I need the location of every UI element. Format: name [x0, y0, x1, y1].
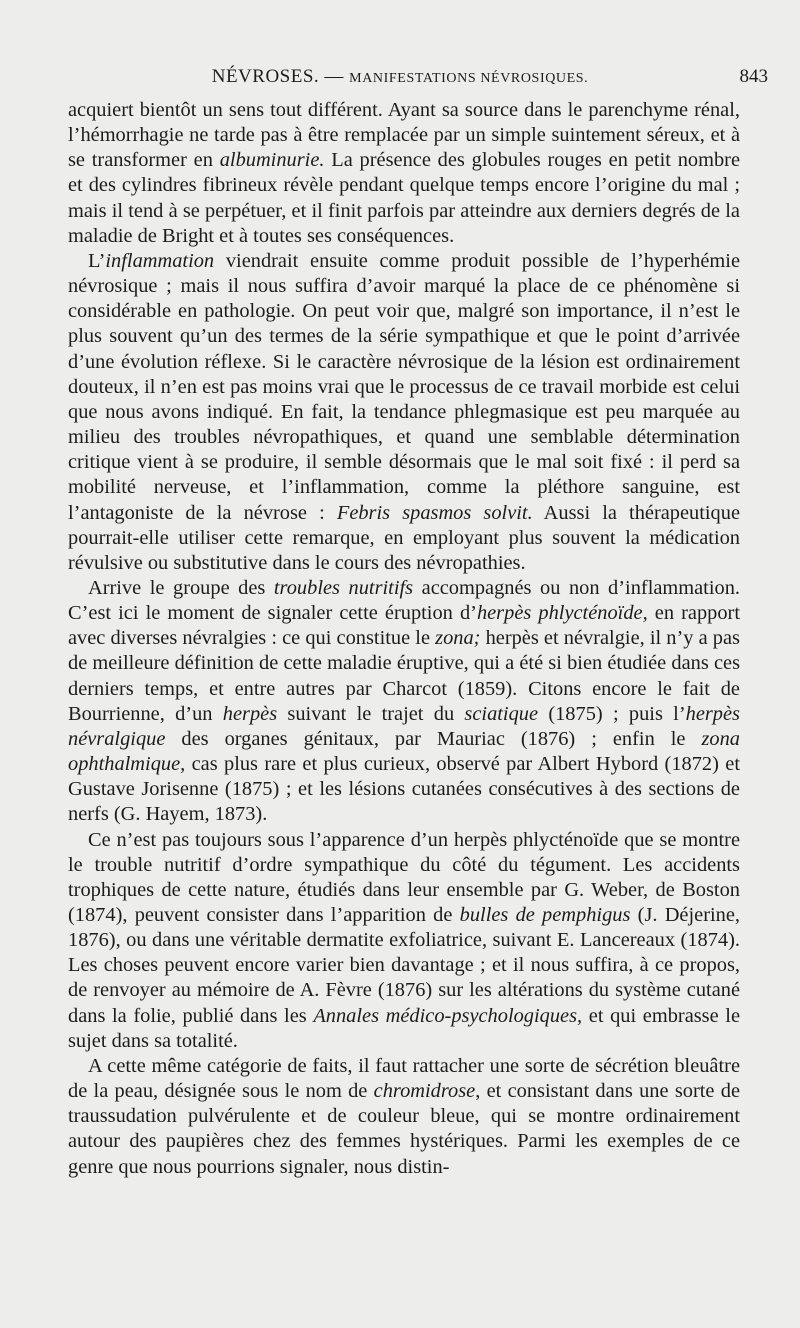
italic-text: Annales médico-psychologiques, [313, 1004, 583, 1027]
running-header [0, 64, 800, 92]
text-run: (J. Déjerine, 1876), ou dans une véritable dermatite exfoliatrice, suivant E. Lancereaux (1874). Les choses peuvent encore varier bien davantage ; et il nous suffira, à ce propos, de renvoyer au mémoire de A. Fèvre (1876) sur les altérations du système cutané dans la folie, publié dans les [68, 904, 740, 1027]
italic-text: zona; [435, 627, 481, 650]
running-title-sub: MANIFESTATIONS NÉVROSIQUES. [349, 71, 589, 86]
text-run: La présence des globules rouges en petit nombre et des cylindres fibrineux révèle pendant quelque temps encore l’origine du mal ; mais il tend à se perpétuer, et il finit parfois par atteindre aux derniers degrés de la maladie de Bright et à toutes ses conséquences. [68, 149, 740, 247]
paragraph [68, 249, 740, 576]
italic-text: herpès névralgique [68, 702, 740, 750]
italic-text: troubles nutritifs [273, 576, 414, 599]
italic-text: chromidrose [373, 1080, 476, 1103]
text-run: cas plus rare et plus curieux, observé par Albert Hybord (1872) et Gustave Jorisenne (1875) ; et les lésions cutanées consécutives à des sections de nerfs (G. Hayem, 1873). [68, 753, 740, 826]
running-title [0, 66, 800, 88]
text-run: Ce n’est pas toujours sous l’apparence d’un herpès phlycténoïde que se montre le trouble nutritif d’ordre sympathique du côté du tégument. Les accidents trophiques de cette nature, étudiés dans leur ensemble par G. Weber, de Boston (1874), peuvent consister dans l’apparition de [68, 828, 740, 926]
text-run: (1875) ; puis l’ [538, 702, 686, 725]
italic-text: sciatique [464, 702, 539, 725]
paragraph [68, 828, 740, 1054]
text-run: accompagnés ou non d’inflammation. C’est ici le moment de signaler cette éruption d’ [68, 576, 741, 625]
paragraph [68, 576, 740, 828]
italic-text: inflammation [105, 249, 215, 272]
text-run: A cette même catégorie de faits, il faut rattacher une sorte de sécrétion bleuâtre de la peau, désignée sous le nom de [68, 1054, 740, 1103]
body-text [68, 98, 740, 1180]
text-run: Arrive le groupe des [88, 576, 274, 599]
italic-text: zona ophthalmique, [68, 727, 740, 776]
running-title-main: NÉVROSES. — [211, 66, 350, 87]
text-run: en rapport avec diverses névralgies : ce qui constitue le [68, 602, 740, 650]
text-run: Aussi la thérapeutique pourrait-elle utiliser cette remarque, en employant plus souvent la médication révulsive ou substitutive dans le cours des névropathies. [68, 501, 740, 574]
text-run: acquiert bientôt un sens tout différent. Ayant sa source dans le parenchyme rénal, l’hémorrhagie ne tarde pas à être remplacée par un simple suintement séreux, et à se transformer en [68, 99, 740, 172]
italic-text: Febris spasmos solvit. [336, 501, 533, 524]
paragraph [68, 98, 740, 249]
text-run: , et consistant dans une sorte de traussudation pulvérulente et de couleur bleue, qui se montre ordinairement autour des paupières chez des femmes hystériques. Parmi les exemples de ce genre que nous pourrions signaler, nous distin- [68, 1080, 740, 1178]
italic-text: albuminurie. [219, 149, 325, 172]
italic-text: herpès [222, 702, 278, 725]
italic-text: bulles de pemphigus [459, 904, 631, 926]
text-run: et qui embrasse le sujet dans sa totalité. [68, 1004, 741, 1052]
text-run: herpès et névralgie, il n’y a pas de meilleure définition de cette maladie éruptive, qui a été si bien étudiée dans ces derniers temps, et entre autres par Charcot (1859). Citons encore le fait de Bourrienne, d’un [68, 627, 740, 725]
paragraph [68, 1054, 740, 1180]
text-run: viendrait ensuite comme produit possible de l’hyperhémie névrosique ; mais il nous suffira d’avoir marqué la place de ce phénomène si considérable en pathologie. On peut voir que, malgré son importance, il n’est le plus souvent qu’un des termes de la série sympathique et que le point d’arrivée d’une évolution réflexe. Si le caractère névrosique de la lésion est ordinairement douteux, il n’en est pas moins vrai que le processus de ce travail morbide est celui que nous avons indiqué. En fait, la tendance phlegmasique est peu marquée au milieu des troubles névropathiques, et quand une semblable détermination critique vient à se produire, il semble désormais que le mal soit fixé : il perd sa mobilité nerveuse, et l’inflammation, comme la pléthore sanguine, est l’antagoniste de la névrose : [68, 249, 740, 524]
text-run: L’ [88, 249, 106, 272]
italic-text: herpès phlycténoïde, [476, 602, 648, 625]
text-run: des organes génitaux, par Mauriac (1876) ; enfin le [165, 727, 702, 750]
text-run: suivant le trajet du [277, 702, 465, 725]
page-number: 843 [739, 66, 768, 87]
